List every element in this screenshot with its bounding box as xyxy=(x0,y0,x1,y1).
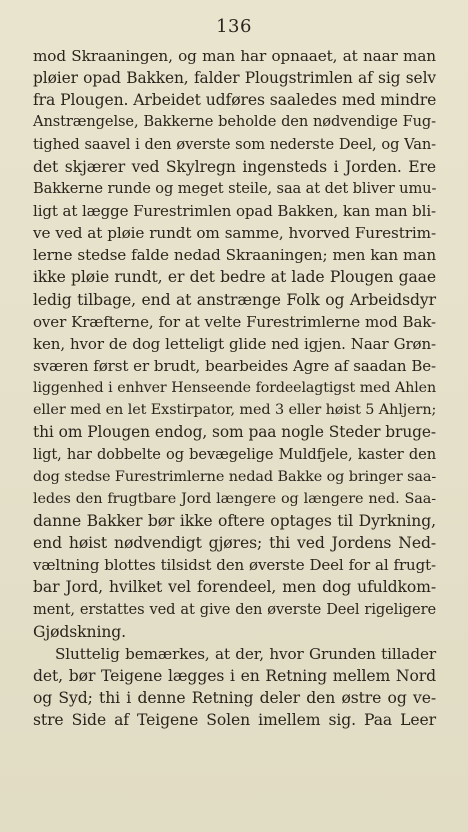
text-line: eller med en let Exstirpator, med 3 eller høist 5 Ahljern; xyxy=(33,402,437,419)
text-line: sværen først er brudt, bearbeides Agre af saadan Be- xyxy=(33,356,436,375)
text-line: liggenhed i enhver Henseende fordeelagtigst med Ahlen xyxy=(33,380,436,397)
text-line: ledes den frugtbare Jord længere og længere ned. Saa- xyxy=(33,490,436,507)
text-line: ligt at lægge Furestrimlen opad Bakken, kan man bli- xyxy=(33,201,436,220)
paragraph-end-line: Gjødskning. xyxy=(33,622,127,641)
text-line: ledig tilbage, end at anstrænge Folk og Arbeidsdyr xyxy=(33,290,436,309)
text-line: det, bør Teigene lægges i en Retning mellem Nord xyxy=(33,666,436,685)
text-line: ment, erstattes ved at give den øverste Deel rigeligere xyxy=(33,600,436,618)
text-line: ligt, har dobbelte og bevægelige Muldfjele, kaster den xyxy=(33,445,436,463)
text-line: dog stedse Furestrimlerne nedad Bakke og bringer saa- xyxy=(33,468,437,485)
text-line: tighed saavel i den øverste som nederste Deel, og Van- xyxy=(33,135,436,153)
text-line: thi om Plougen endog, som paa nogle Steder bruge- xyxy=(33,423,436,442)
text-line: Anstrængelse, Bakkerne beholde den nødvendige Fug- xyxy=(33,113,436,131)
text-line: fra Plougen. Arbeidet udføres saaledes med mindre xyxy=(33,91,437,110)
text-line: Bakkerne runde og meget steile, saa at det bliver umu- xyxy=(33,179,437,197)
text-line: pløier opad Bakken, falder Plougstrimlen af sig selv xyxy=(33,69,436,88)
paragraph-start-line: Sluttelig bemærkes, at der, hvor Grunden tillader xyxy=(55,644,436,663)
text-line: stre Side af Teigene Solen imellem sig. Paa Leer xyxy=(33,711,436,730)
text-line: end høist nødvendigt gjøres; thi ved Jordens Ned- xyxy=(33,534,436,553)
text-line: væltning blottes tilsidst den øverste Deel for al frugt- xyxy=(33,556,436,575)
text-line: det skjærer ved Skylregn ingensteds i Jorden. Ere xyxy=(33,157,436,176)
page-number: 136 xyxy=(216,16,252,37)
text-line: danne Bakker bør ikke oftere optages til Dyrkning, xyxy=(33,511,436,530)
text-line: lerne stedse falde nedad Skraaningen; men kan man xyxy=(33,246,436,265)
text-line: bar Jord, hvilket vel forendeel, men dog ufuldkom- xyxy=(33,578,436,597)
text-line: over Kræfterne, for at velte Furestrimlerne mod Bak- xyxy=(33,312,436,331)
text-line: ikke pløie rundt, er det bedre at lade Plougen gaae xyxy=(33,268,436,287)
text-line: ve ved at pløie rundt om samme, hvorved Furestrim- xyxy=(33,224,436,243)
text-line: og Syd; thi i denne Retning deler den østre og ve- xyxy=(33,689,436,708)
text-line: ken, hvor de dog letteligt glide ned igjen. Naar Grøn- xyxy=(33,334,436,353)
body-text xyxy=(33,45,436,731)
text-line: mod Skraaningen, og man har opnaaet, at naar man xyxy=(33,47,436,65)
